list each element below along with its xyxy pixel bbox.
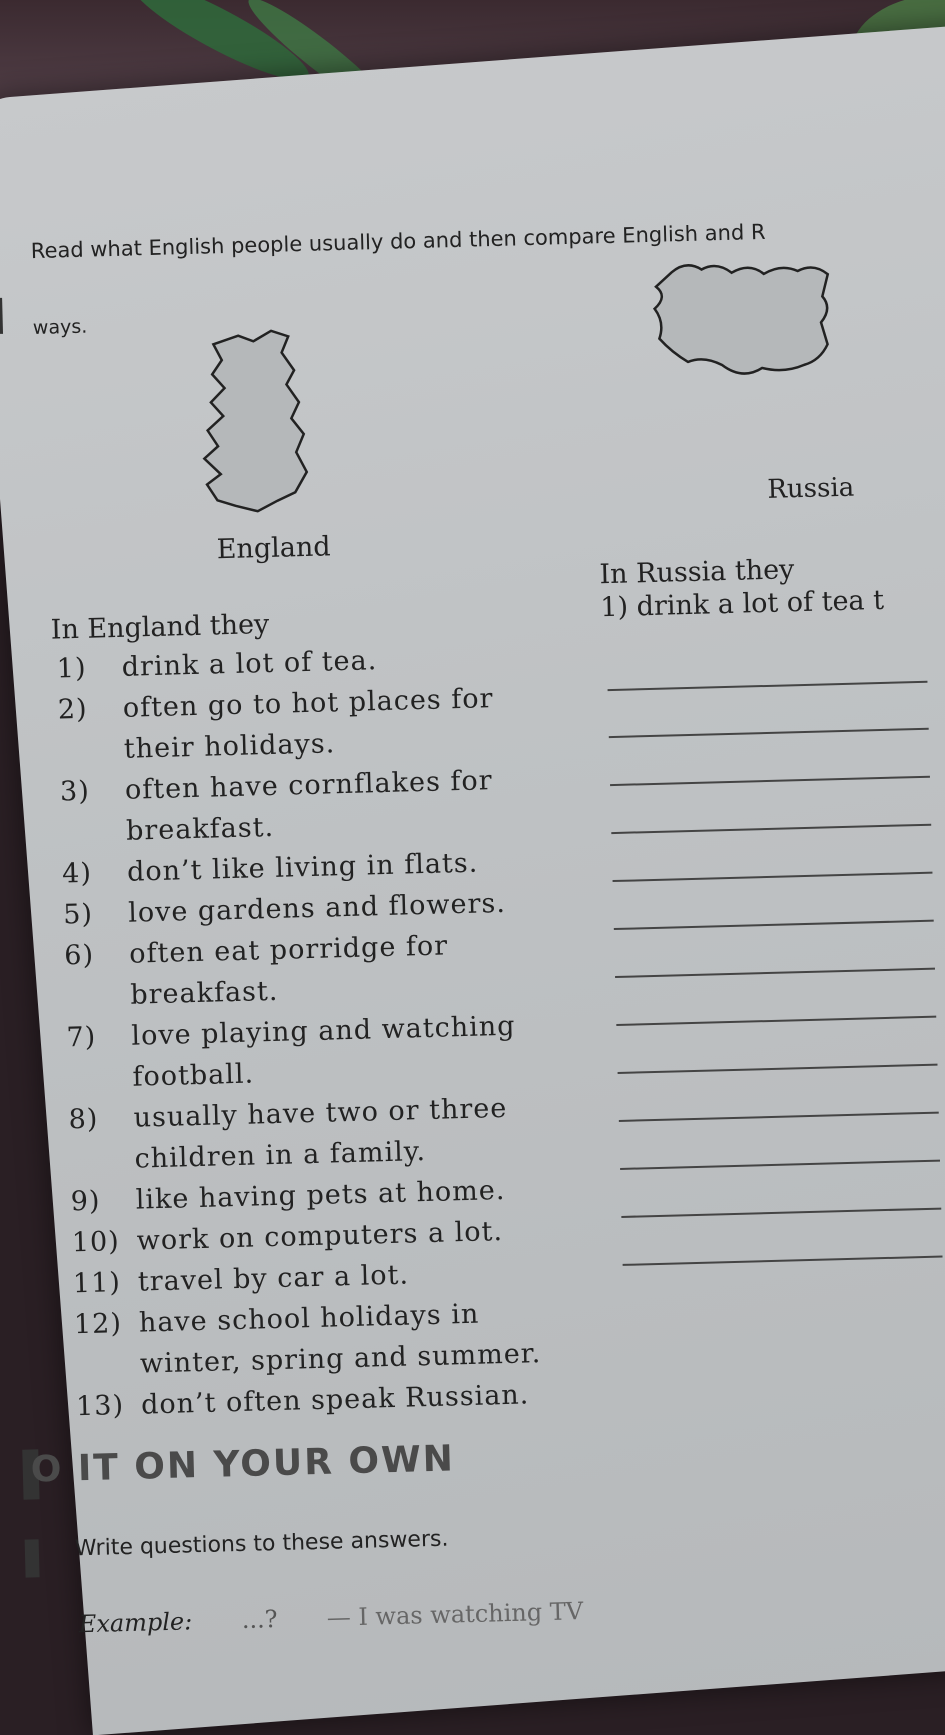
answer-line[interactable] [613,872,933,882]
example-answer: — I was watching TV [326,1597,584,1632]
list-item [68,1086,590,1182]
item-text: often go to hot places for their holidays. [122,683,494,765]
item-text: usually have two or three children in a family. [133,1092,508,1175]
item-text: like having pets at home. [135,1174,506,1216]
answer-line[interactable] [618,1064,938,1074]
item-number: 6) [63,939,95,972]
item-number: 7) [66,1021,97,1054]
list-item [66,1004,588,1100]
item-text: often eat porridge for breakfast. [128,930,449,1011]
item-text: don’t often speak Russian. [140,1379,530,1421]
england-map-icon [193,322,318,525]
answer-line[interactable] [616,1016,936,1026]
instruction-text-continued: ways. [32,315,88,340]
answer-line[interactable] [610,776,930,786]
answer-line[interactable] [615,968,935,978]
exercise-marker [25,1539,40,1577]
russia-item-1: 1) drink a lot of tea t [600,584,885,624]
answer-line[interactable] [614,920,934,930]
item-number: 3) [59,775,91,808]
instruction-text: Read what English people usually do and then compare English and R [30,219,766,264]
answer-line[interactable] [608,681,928,691]
answer-line[interactable] [621,1208,941,1218]
item-text: have school holidays in winter, spring and summer. [138,1298,542,1380]
russia-label: Russia [766,472,855,505]
answer-line[interactable] [620,1160,940,1170]
example-label: Example: [78,1607,193,1639]
item-text: often have cornflakes for breakfast. [124,765,493,847]
answer-line[interactable] [609,728,929,738]
item-text: don’t like living in flats. [126,847,479,888]
list-item [73,1291,595,1387]
item-number: 5) [62,898,94,931]
list-item [57,676,579,772]
list-item [64,922,586,1018]
item-text: love gardens and flowers. [127,887,507,929]
england-label: England [216,531,331,566]
answer-line[interactable] [611,824,931,834]
answer-line[interactable] [623,1256,943,1266]
task-instruction: Write questions to these answers. [74,1526,449,1562]
item-text: love playing and watching football. [131,1010,516,1093]
example-question: ...? [241,1605,278,1635]
item-text: work on computers a lot. [136,1216,504,1257]
item-number: 9) [70,1185,101,1218]
england-list [56,635,596,1427]
item-number: 11) [72,1267,122,1300]
exercise-marker [0,298,3,334]
list-item [60,758,582,854]
item-number: 1) [56,652,87,685]
item-number: 2) [57,693,89,726]
russia-map-icon [641,248,845,403]
item-number: 10) [71,1226,121,1259]
item-text: drink a lot of tea. [121,645,378,683]
item-number: 13) [75,1390,125,1423]
item-number: 4) [61,857,93,890]
item-number: 8) [68,1103,99,1136]
item-number: 12) [73,1308,123,1341]
england-heading: In England they [50,608,270,646]
section-title: O IT ON YOUR OWN [30,1438,456,1491]
answer-line[interactable] [619,1112,939,1122]
item-text: travel by car a lot. [137,1259,410,1298]
russia-heading: In Russia they [599,554,795,591]
